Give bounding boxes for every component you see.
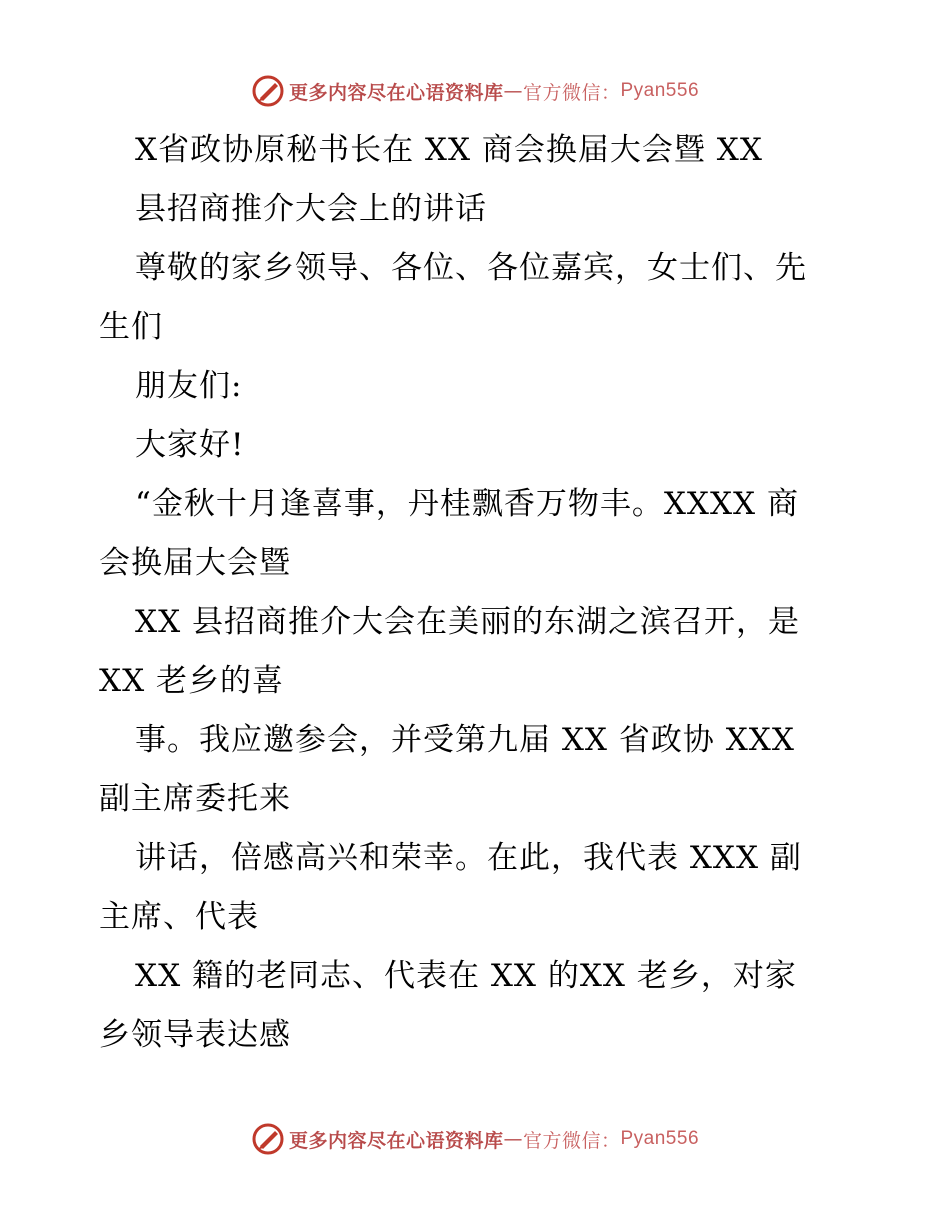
banner-wechat-id: Pyan556 — [620, 1128, 700, 1149]
document-line: XX 籍的老同志、代表在 XX 的XX 老乡，对家 — [135, 958, 797, 994]
document-line: 朋友们: — [135, 368, 243, 404]
document-line: 会换届大会暨 — [99, 545, 291, 581]
footer-banner — [0, 1119, 950, 1159]
banner-wechat-id: Pyan556 — [620, 80, 700, 101]
document-line: XX 老乡的喜 — [99, 663, 284, 699]
document-line: 乡领导表达感 — [99, 1017, 291, 1053]
banner-wechat-label: 官方微信： — [522, 81, 621, 104]
document-line: 尊敬的家乡领导、各位、各位嘉宾，女士们、先 — [135, 250, 807, 286]
banner-separator: — — [503, 80, 523, 102]
document-line: 生们 — [99, 309, 163, 345]
banner-brand: 更多内容尽在心语资料库 — [288, 81, 504, 104]
document-body — [99, 121, 859, 1065]
document-line: X省政协原秘书长在 XX 商会换届大会暨 XX — [135, 132, 763, 168]
document-line: “金秋十月逢喜事，丹桂飘香万物丰。XXXX 商 — [135, 486, 799, 522]
document-line: 主席、代表 — [99, 899, 259, 935]
document-line: XX 县招商推介大会在美丽的东湖之滨召开，是 — [135, 604, 800, 640]
document-line: 事。我应邀参会，并受第九届 XX 省政协 XXX — [135, 722, 795, 758]
document-line: 讲话，倍感高兴和荣幸。在此，我代表 XXX 副 — [135, 840, 802, 876]
brand-logo-icon — [251, 74, 285, 108]
brand-logo-icon — [251, 1122, 285, 1156]
banner-wechat-label: 官方微信： — [522, 1129, 621, 1152]
document-line: 副主席委托来 — [99, 781, 291, 817]
banner-brand: 更多内容尽在心语资料库 — [288, 1129, 504, 1152]
document-line: 大家好! — [135, 427, 245, 463]
document-line: 县招商推介大会上的讲话 — [135, 191, 487, 227]
header-banner — [0, 71, 950, 111]
banner-separator: — — [503, 1128, 523, 1150]
